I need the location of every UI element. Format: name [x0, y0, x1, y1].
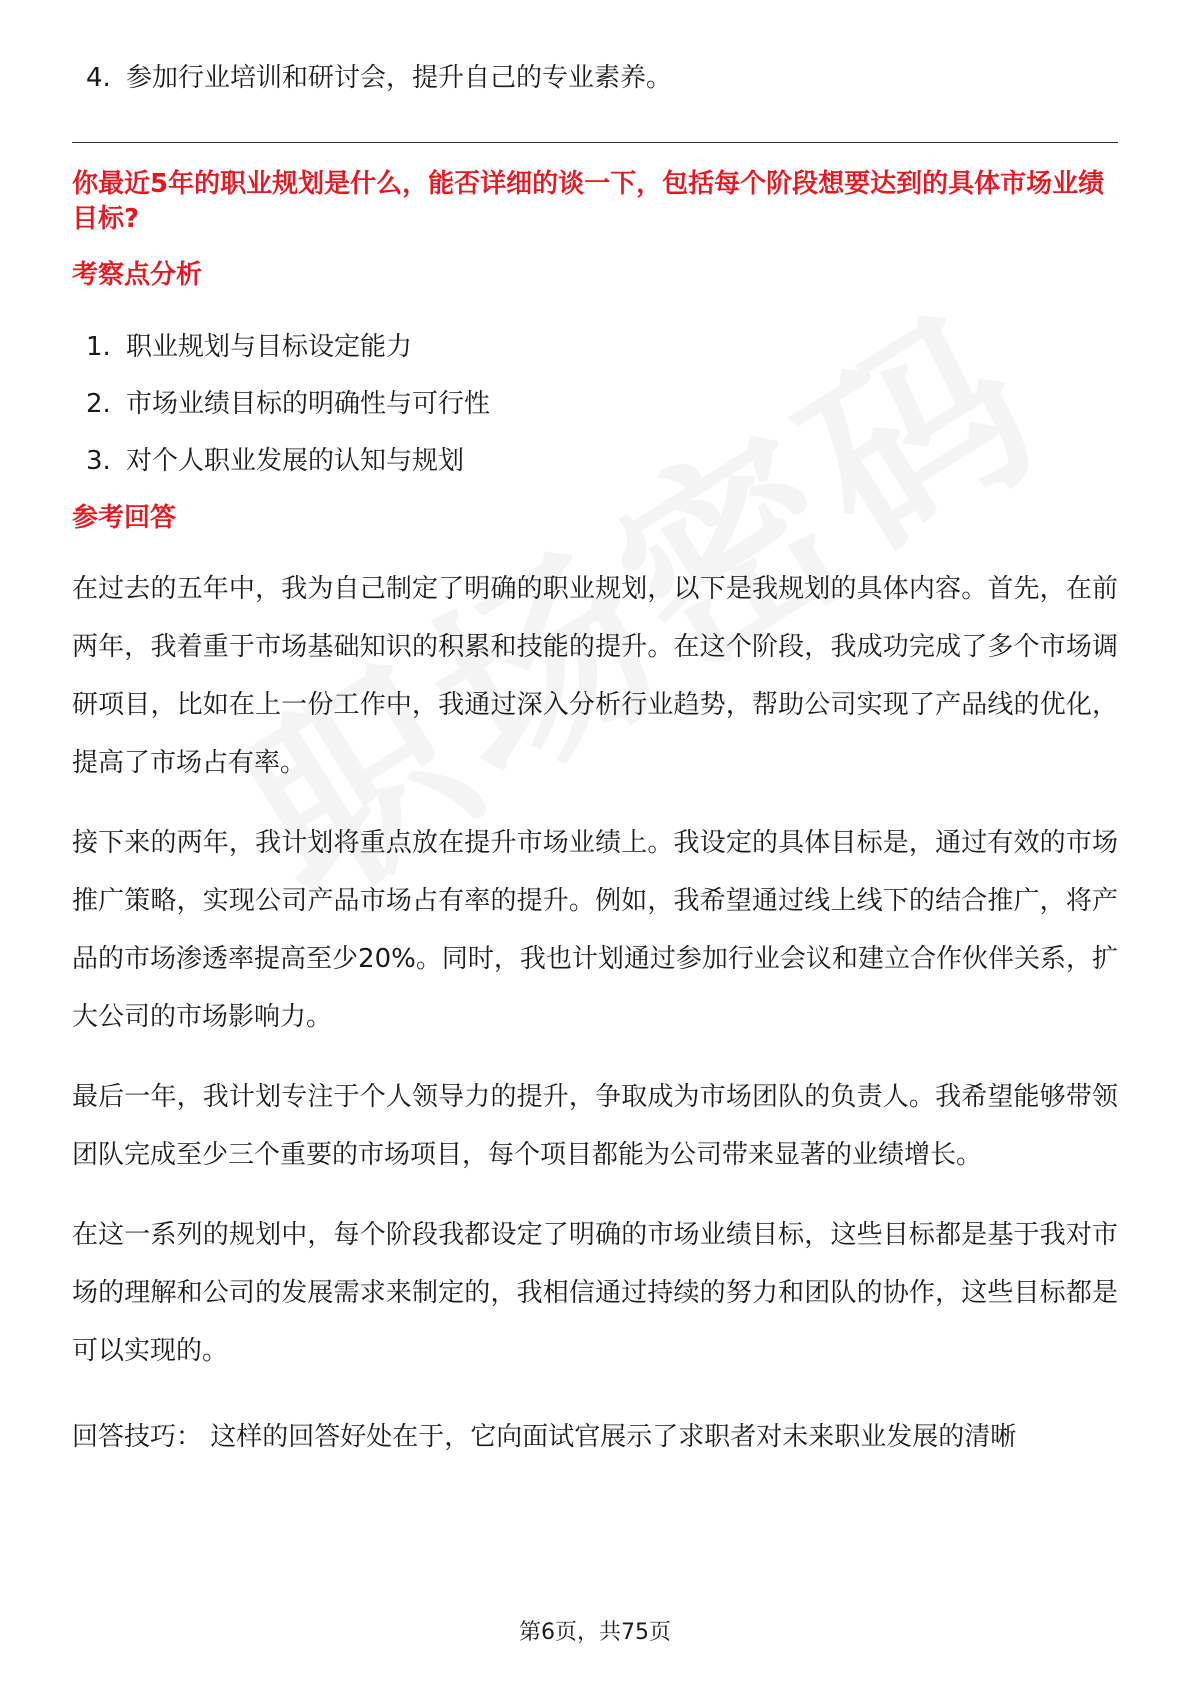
analysis-list — [86, 327, 1118, 481]
list-item — [86, 384, 1118, 424]
page-number: 第6页，共75页 — [519, 1620, 671, 1645]
list-item-text: 对个人职业发展的认知与规划 — [126, 446, 465, 476]
analysis-heading: 考察点分析 — [72, 260, 203, 290]
list-number: 2. — [86, 389, 111, 419]
list-item — [86, 327, 1118, 367]
page-content — [72, 58, 1118, 1466]
list-number: 3. — [86, 446, 111, 476]
list-item-text: 职业规划与目标设定能力 — [126, 332, 413, 362]
list-item-text: 市场业绩目标的明确性与可行性 — [126, 389, 491, 419]
list-number: 1. — [86, 332, 111, 362]
answer-tip: 回答技巧： 这样的回答好处在于，它向面试官展示了求职者对未来职业发展的清晰 — [72, 1422, 1017, 1452]
section-divider — [72, 142, 1118, 143]
question-heading: 你最近5年的职业规划是什么，能否详细的谈一下，包括每个阶段想要达到的具体市场业绩目标? — [72, 169, 1105, 234]
list-item-text: 参加行业培训和研讨会，提升自己的专业素养。 — [126, 63, 673, 93]
answer-paragraph: 最后一年，我计划专注于个人领导力的提升，争取成为市场团队的负责人。我希望能够带领团队完成至少三个重要的市场项目，每个项目都能为公司带来显著的业绩增长。 — [72, 1082, 1118, 1170]
list-item — [86, 441, 1118, 481]
previous-list-item — [86, 58, 1118, 98]
list-number: 4. — [86, 63, 111, 93]
answer-paragraph: 在这一系列的规划中，每个阶段我都设定了明确的市场业绩目标，这些目标都是基于我对市场的理解和公司的发展需求来制定的，我相信通过持续的努力和团队的协作，这些目标都是可以实现的。 — [72, 1220, 1118, 1366]
answer-heading: 参考回答 — [72, 503, 177, 533]
answer-paragraph: 接下来的两年，我计划将重点放在提升市场业绩上。我设定的具体目标是，通过有效的市场推广策略，实现公司产品市场占有率的提升。例如，我希望通过线上线下的结合推广，将产品的市场渗透率提高至少20%。同时，我也计划通过参加行业会议和建立合作伙伴关系，扩大公司的市场影响力。 — [72, 828, 1118, 1032]
answer-paragraph: 在过去的五年中，我为自己制定了明确的职业规划，以下是我规划的具体内容。首先，在前两年，我着重于市场基础知识的积累和技能的提升。在这个阶段，我成功完成了多个市场调研项目，比如在上一份工作中，我通过深入分析行业趋势，帮助公司实现了产品线的优化，提高了市场占有率。 — [72, 574, 1118, 778]
